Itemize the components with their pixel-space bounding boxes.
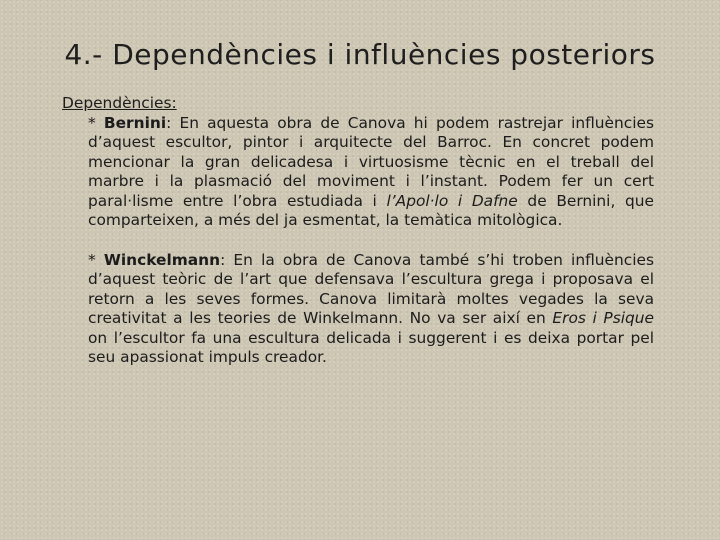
- paragraph-text: de Bernini, que comparteixen, a més del ja esmentat, la temàtica mitològica.: [88, 191, 654, 229]
- paragraph-bernini: [88, 114, 654, 231]
- slide-content: [62, 94, 654, 388]
- artwork-title: l’Apol·lo i Dafne: [386, 191, 518, 210]
- name-winckelmann: Winckelmann: [103, 250, 221, 269]
- slide-title: 4.- Dependències i influències posteriors: [64, 38, 656, 71]
- bullet-marker: *: [88, 250, 104, 269]
- paragraph-text: : En aquesta obra de Canova hi podem rastrejar influències d’aquest escultor, pintor i arquitecte del Barroc. En concret podem mencionar la gran delicadesa i virtuosisme tècnic en el treball del marbre i la plasmació del moviment i l’instant. Podem fer un cert paral·lisme entre l’obra estudiada i: [88, 113, 654, 210]
- name-bernini: Bernini: [103, 113, 167, 132]
- section-heading: Dependències:: [62, 94, 177, 112]
- paragraph-text: on l’escultor fa una escultura delicada i suggerent i es deixa portar pel seu apassionat impuls creador.: [88, 328, 654, 366]
- paragraph-winckelmann: [88, 251, 654, 368]
- paragraph-text: : En la obra de Canova també s’hi troben influències d’aquest teòric de l’art que defensava l’escultura grega i proposava el retorn a les seves formes. Canova limitarà moltes vegades la seva creativitat a les teories de Winkelmann. No va ser així en: [88, 250, 654, 327]
- artwork-title: Eros i Psique: [552, 309, 654, 327]
- bullet-marker: *: [88, 113, 104, 132]
